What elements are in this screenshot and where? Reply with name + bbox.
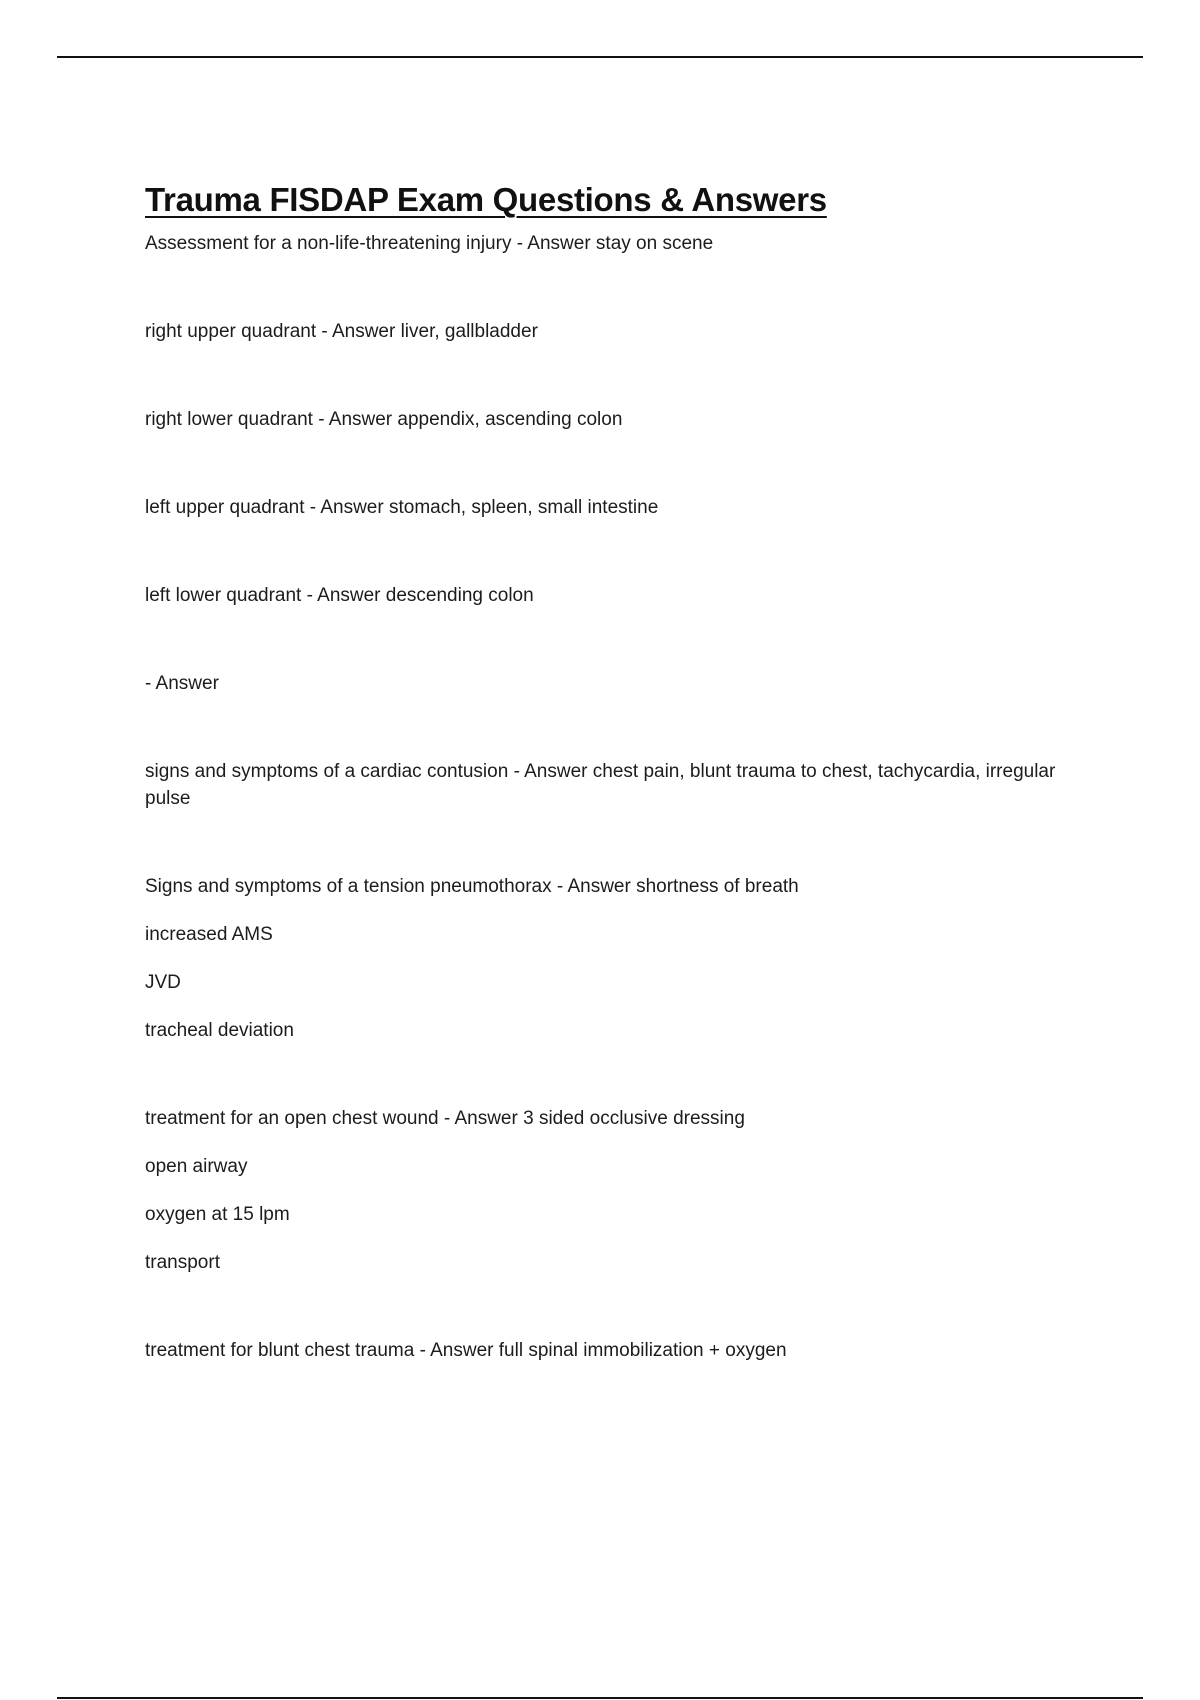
header-rule — [57, 56, 1143, 58]
qa-answer-line: increased AMS — [145, 924, 273, 945]
qa-text: - Answer — [145, 673, 219, 694]
qa-entry — [145, 406, 1065, 433]
qa-text: signs and symptoms of a cardiac contusion - Answer chest pain, blunt trauma to chest, tachycardia, irregular pulse — [145, 761, 1056, 809]
qa-answer-line: JVD — [145, 972, 181, 993]
document-title: Trauma FISDAP Exam Questions & Answers — [145, 181, 827, 218]
qa-entry — [145, 494, 1065, 521]
qa-entry — [145, 230, 1065, 257]
qa-entry — [145, 1337, 1065, 1364]
qa-answer-line: oxygen at 15 lpm — [145, 1204, 290, 1225]
qa-text: Signs and symptoms of a tension pneumothorax - Answer shortness of breath — [145, 876, 799, 897]
qa-answer-line: open airway — [145, 1156, 248, 1177]
qa-entry — [145, 1105, 1065, 1276]
qa-text: left lower quadrant - Answer descending colon — [145, 585, 534, 606]
qa-text: right lower quadrant - Answer appendix, ascending colon — [145, 409, 623, 430]
qa-answer-line: transport — [145, 1252, 220, 1273]
qa-text: Assessment for a non-life-threatening injury - Answer stay on scene — [145, 233, 714, 254]
qa-text: left upper quadrant - Answer stomach, spleen, small intestine — [145, 497, 659, 518]
qa-list — [145, 230, 1065, 1364]
qa-text: right upper quadrant - Answer liver, gallbladder — [145, 321, 538, 342]
qa-entry — [145, 670, 1065, 697]
qa-answer-line: tracheal deviation — [145, 1020, 294, 1041]
qa-entry — [145, 758, 1065, 812]
qa-entry — [145, 318, 1065, 345]
qa-text: treatment for blunt chest trauma - Answer full spinal immobilization + oxygen — [145, 1340, 787, 1361]
qa-entry — [145, 582, 1065, 609]
qa-entry — [145, 873, 1065, 1044]
footer-rule — [57, 1697, 1143, 1699]
qa-text: treatment for an open chest wound - Answer 3 sided occlusive dressing — [145, 1108, 745, 1129]
document-body — [145, 176, 1065, 1364]
